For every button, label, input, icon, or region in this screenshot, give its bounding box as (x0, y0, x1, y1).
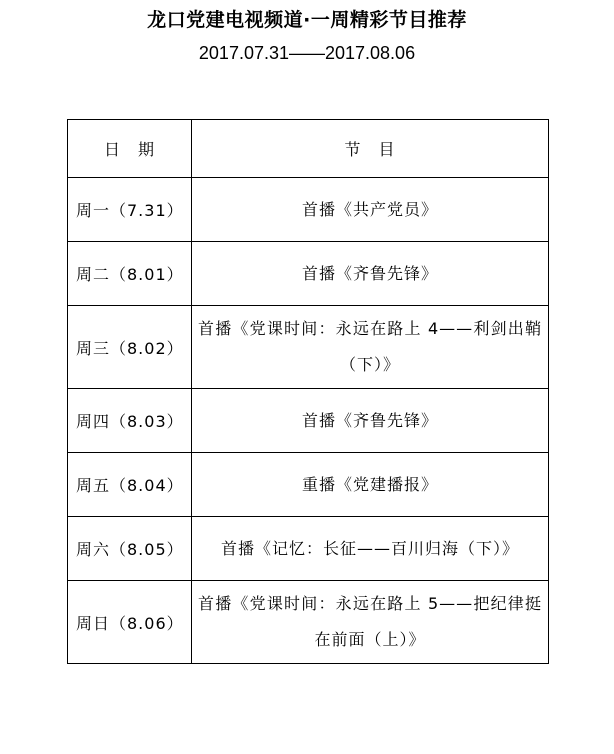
program-cell: 首播《齐鲁先锋》 (192, 389, 549, 453)
header-date: 日 期 (68, 120, 192, 178)
date-cell: 周一（7.31） (68, 178, 192, 242)
date-range-subtitle: 2017.07.31——2017.08.06 (198, 43, 416, 63)
program-cell: 首播《记忆：长征——百川归海（下）》 (192, 517, 549, 581)
date-cell: 周四（8.03） (68, 389, 192, 453)
program-cell: 首播《党课时间：永远在路上 5——把纪律挺在前面（上）》 (192, 581, 549, 664)
page-title: 龙口党建电视频道·一周精彩节目推荐 (147, 9, 467, 31)
table-row (68, 517, 549, 581)
table-row (68, 178, 549, 242)
table-row (68, 389, 549, 453)
table-row (68, 306, 549, 389)
program-schedule-table (67, 119, 549, 664)
program-cell: 首播《党课时间：永远在路上 4——利剑出鞘（下）》 (192, 306, 549, 389)
program-cell: 首播《齐鲁先锋》 (192, 242, 549, 306)
date-cell: 周三（8.02） (68, 306, 192, 389)
header-program: 节 目 (192, 120, 549, 178)
program-cell: 重播《党建播报》 (192, 453, 549, 517)
date-cell: 周日（8.06） (68, 581, 192, 664)
date-cell: 周二（8.01） (68, 242, 192, 306)
table-row (68, 453, 549, 517)
table-row (68, 242, 549, 306)
date-cell: 周六（8.05） (68, 517, 192, 581)
program-cell: 首播《共产党员》 (192, 178, 549, 242)
table-row (68, 581, 549, 664)
date-cell: 周五（8.04） (68, 453, 192, 517)
table-header-row (68, 120, 549, 178)
